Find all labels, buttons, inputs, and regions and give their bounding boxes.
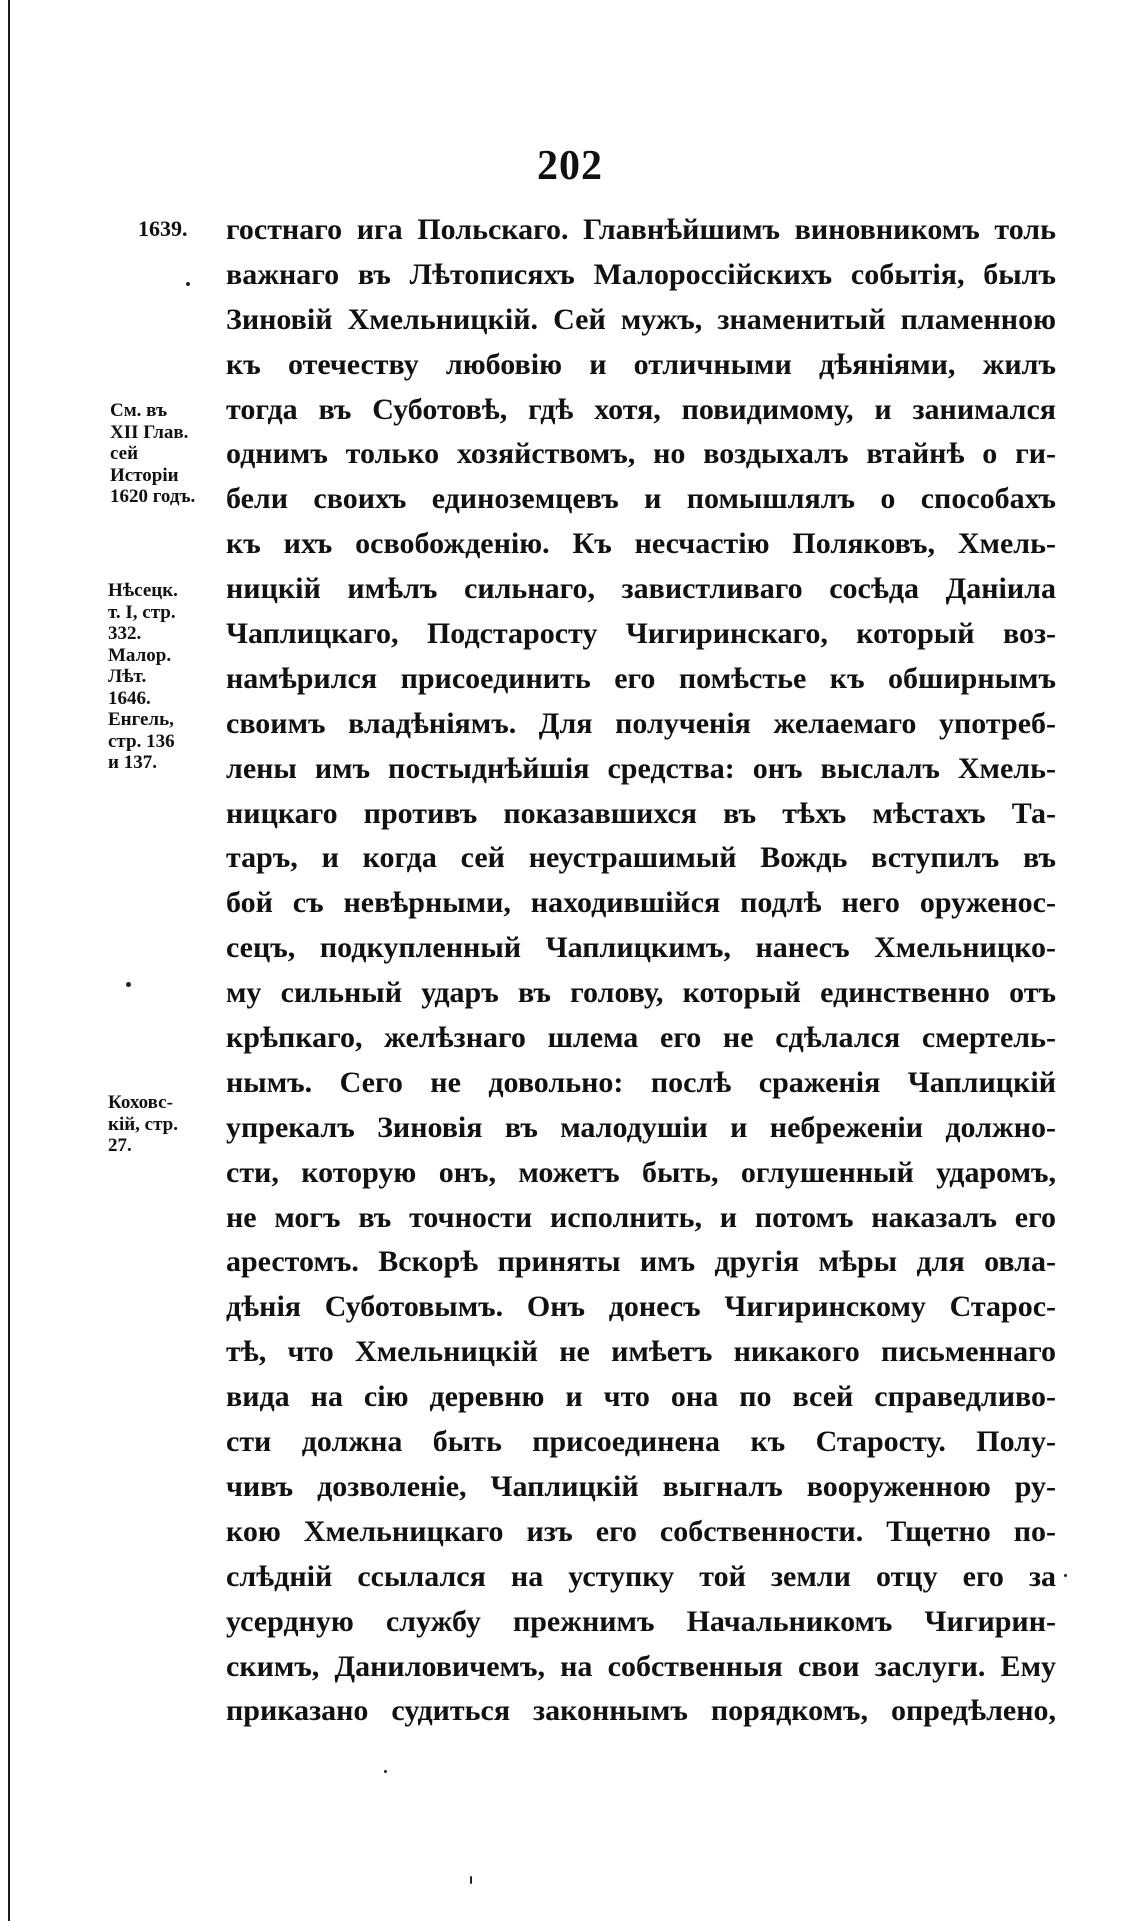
text-line: скимъ, Даниловичемъ, на собственныя свои заслуги. Ему <box>226 1649 1056 1683</box>
print-speck <box>186 282 190 286</box>
text-line: арестомъ. Вскорѣ приняты имъ другія мѣры для овла- <box>226 1245 1056 1279</box>
page-number: 202 <box>537 143 603 189</box>
margin-note-line: Исторіи <box>110 464 179 486</box>
text-line: ницкаго противъ показавшихся въ тѣхъ мѣстахъ Та- <box>226 796 1056 830</box>
print-speck <box>126 982 131 987</box>
margin-note-line: Нѣсецк. <box>108 580 178 601</box>
text-line: таръ, и когда сей неустрашимый Вождь вступилъ въ <box>226 841 1056 875</box>
text-line: приказано судиться законнымъ порядкомъ, опредѣлено, <box>226 1694 1056 1728</box>
text-line: тѣ, что Хмельницкій не имѣетъ никакого письменнаго <box>226 1335 1056 1369</box>
margin-note-line: т. I, стр. <box>108 601 176 623</box>
margin-note-line: 332. <box>108 623 142 644</box>
text-line: своимъ владѣніямъ. Для полученія желаемаго употреб- <box>226 706 1056 740</box>
margin-note-2 <box>108 580 220 774</box>
text-line: бой съ невѣрными, находившійся подлѣ него оруженос- <box>226 886 1056 920</box>
text-line: нымъ. Сего не довольно: послѣ сраженія Чаплицкій <box>226 1065 1056 1099</box>
text-line: къ ихъ освобожденію. Къ несчастію Поляковъ, Хмель- <box>226 527 1056 561</box>
print-speck <box>470 1876 472 1884</box>
text-line: му сильный ударъ въ голову, который единственно отъ <box>226 976 1056 1010</box>
body-text <box>226 208 1056 1734</box>
text-line: усердную службу прежнимъ Начальникомъ Чигирин- <box>226 1604 1056 1638</box>
text-line: гостнаго ига Польскаго. Главнѣйшимъ виновникомъ толь <box>226 213 1056 246</box>
text-line: чивъ дозволеніе, Чаплицкій выгналъ вооруженною ру- <box>226 1469 1056 1503</box>
margin-note-3 <box>108 1092 220 1157</box>
text-line: бели своихъ единоземцевъ и помышлялъ о способахъ <box>226 482 1056 516</box>
text-line: упрекалъ Зиновія въ малодушіи и небреженіи должно- <box>226 1110 1056 1144</box>
margin-note-line: Енгель, <box>108 709 174 730</box>
text-line: сти, которую онъ, можетъ быть, оглушенный ударомъ, <box>226 1155 1056 1189</box>
margin-note-line: 27. <box>108 1135 132 1156</box>
margin-note-line: 1646. <box>108 687 151 709</box>
margin-note-line: стр. 136 <box>108 730 175 752</box>
text-line: ницкій имѣлъ сильнаго, завистливаго сосѣда Даніила <box>226 572 1056 606</box>
text-line: важнаго въ Лѣтописяхъ Малороссійскихъ событія, былъ <box>226 257 1056 291</box>
text-line: тогда въ Суботовѣ, гдѣ хотя, повидимому, и занимался <box>226 392 1056 426</box>
text-line: кою Хмельницкаго изъ его собственности. Тщетно по- <box>226 1514 1056 1548</box>
margin-note-line: и 137. <box>108 752 157 773</box>
text-line: сти должна быть присоединена къ Старосту. Полу- <box>226 1425 1056 1459</box>
margin-note-line: См. въ <box>110 400 168 421</box>
text-line: Чаплицкаго, Подстаросту Чигиринскаго, который воз- <box>226 617 1056 651</box>
text-line: сецъ, подкупленный Чаплицкимъ, нанесъ Хмельницко- <box>226 931 1056 965</box>
text-line: намѣрился присоединить его помѣстье къ обширнымъ <box>226 661 1056 695</box>
text-line: лены имъ постыднѣйшія средства: онъ выслалъ Хмель- <box>226 751 1056 785</box>
year-marginal: 1639. <box>138 216 188 241</box>
margin-note-1 <box>110 400 222 508</box>
margin-note-line: Коховс- <box>108 1092 173 1113</box>
print-speck <box>1064 1574 1067 1577</box>
margin-note-line: сей <box>110 443 139 464</box>
margin-note-line: Малор. <box>108 644 172 666</box>
text-line: крѣпкаго, желѣзнаго шлема его не сдѣлался смертель- <box>226 1021 1056 1055</box>
margin-note-line: кій, стр. <box>108 1113 178 1135</box>
text-line: однимъ только хозяйствомъ, но воздыхалъ втайнѣ о ги- <box>226 437 1056 471</box>
text-line: слѣдній ссылался на уступку той земли отцу его за <box>226 1559 1056 1593</box>
text-line: вида на сію деревню и что она по всей справедливо- <box>226 1380 1056 1414</box>
print-speck <box>384 1770 387 1773</box>
margin-note-line: 1620 годъ. <box>110 486 196 507</box>
page-binding-edge <box>8 0 10 1921</box>
margin-note-line: Лѣт. <box>108 666 147 687</box>
margin-note-line: XII Глав. <box>110 421 189 443</box>
text-line: къ отечеству любовію и отличными дѣяніями, жилъ <box>226 347 1056 381</box>
text-line: не могъ въ точности исполнить, и потомъ наказалъ его <box>226 1200 1056 1234</box>
text-line: Зиновій Хмельницкій. Сей мужъ, знаменитый пламенною <box>226 302 1056 336</box>
text-line: дѣнія Суботовымъ. Онъ донесъ Чигиринскому Старос- <box>226 1290 1056 1324</box>
